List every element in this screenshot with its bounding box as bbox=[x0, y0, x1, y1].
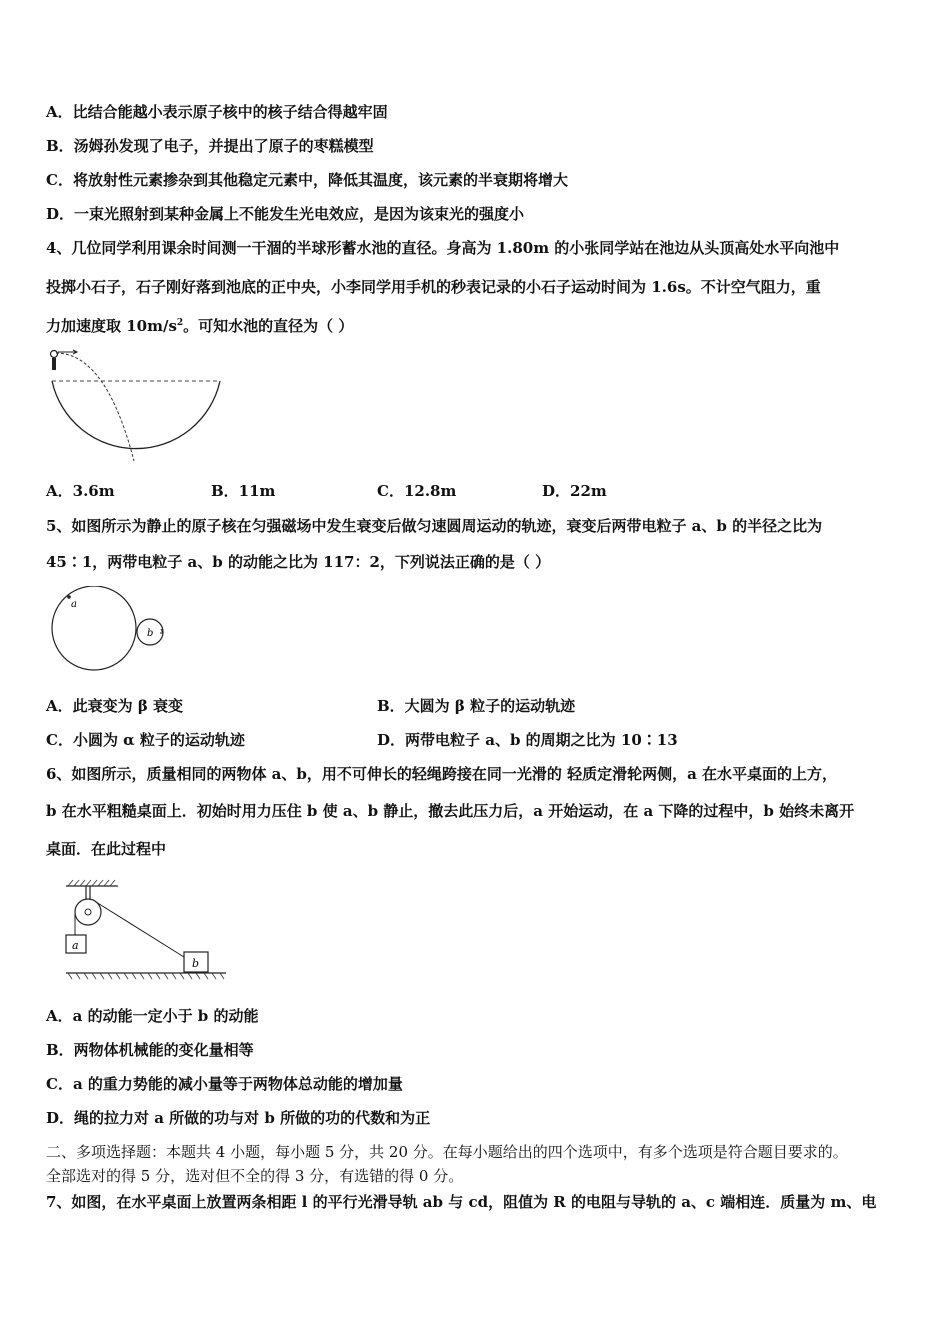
q5-option-d: D．两带电粒子 a、b 的周期之比为 10∶13 bbox=[377, 731, 678, 749]
q6-fig-label-a: a bbox=[72, 939, 79, 952]
q3-option-d: D．一束光照射到某种金属上不能发生光电效应，是因为该束光的强度小 bbox=[46, 205, 525, 223]
q6-option-a: A．a 的动能一定小于 b 的动能 bbox=[46, 1007, 259, 1025]
q4-option-d: D．22m bbox=[542, 482, 607, 500]
q4-pool-figure bbox=[44, 345, 224, 465]
q3-option-c: C．将放射性元素掺杂到其他稳定元素中，降低其温度，该元素的半衰期将增大 bbox=[46, 171, 568, 189]
q5-option-a: A．此衰变为 β 衰变 bbox=[46, 697, 184, 715]
q5-stem-line1: 5、如图所示为静止的原子核在匀强磁场中发生衰变后做匀速圆周运动的轨迹，衰变后两带电粒子 a、b 的半径之比为 bbox=[46, 517, 823, 535]
q4-stem-line1: 4、几位同学利用课余时间测一干涸的半球形蓄水池的直径。身高为 1.80m 的小张同学站在池边从头顶高处水平向池中 bbox=[46, 239, 840, 257]
q6-option-c: C．a 的重力势能的减小量等于两物体总动能的增加量 bbox=[46, 1075, 403, 1093]
q6-fig-label-b: b bbox=[192, 957, 200, 970]
section2-heading-line2: 全部选对的得 5 分，选对但不全的得 3 分，有选错的得 0 分。 bbox=[46, 1167, 464, 1185]
q5-fig-label-a: a bbox=[71, 599, 77, 610]
q6-stem-line3: 桌面．在此过程中 bbox=[46, 840, 167, 858]
q5-stem-line2: 45∶1，两带电粒子 a、b 的动能之比为 117：2，下列说法正确的是（ ） bbox=[46, 553, 551, 571]
q3-option-a: A．比结合能越小表示原子核中的核子结合得越牢固 bbox=[46, 103, 388, 121]
q6-pulley-figure bbox=[60, 878, 230, 983]
q4-stem-line3: 力加速度取 $10m/s^2$。可知水池的直径为（ ） bbox=[46, 317, 354, 335]
q6-stem-line1: 6、如图所示，质量相同的两物体 a、b，用不可伸长的轻绳跨接在同一光滑的 轻质定滑轮两侧，a 在水平桌面的上方， bbox=[46, 765, 838, 783]
q4-stem-line2: 投掷小石子，石子刚好落到池底的正中央，小李同学用手机的秒表记录的小石子运动时间为 1.6s。不计空气阻力，重 bbox=[46, 278, 821, 296]
q5-option-c: C．小圆为 α 粒子的运动轨迹 bbox=[46, 731, 245, 749]
q5-circles-figure bbox=[50, 586, 180, 676]
q3-option-b: B．汤姆孙发现了电子，并提出了原子的枣糕模型 bbox=[46, 137, 374, 155]
section2-heading-line1: 二、多项选择题：本题共 4 小题，每小题 5 分，共 20 分。在每小题给出的四个选项中，有多个选项是符合题目要求的。 bbox=[46, 1143, 848, 1161]
q4-option-b: B．11m bbox=[211, 482, 276, 500]
q4-option-c: C．12.8m bbox=[377, 482, 457, 500]
q5-option-b: B．大圆为 β 粒子的运动轨迹 bbox=[377, 697, 576, 715]
q7-stem-line1: 7、如图，在水平桌面上放置两条相距 l 的平行光滑导轨 ab 与 cd，阻值为 R 的电阻与导轨的 a、c 端相连．质量为 m、电 bbox=[46, 1193, 877, 1211]
q4-option-a: A．3.6m bbox=[46, 482, 115, 500]
q6-stem-line2: b 在水平粗糙桌面上．初始时用力压住 b 使 a、b 静止，撤去此压力后，a 开始运动，在 a 下降的过程中，b 始终未离开 bbox=[46, 802, 855, 820]
q5-fig-label-b: b bbox=[147, 628, 154, 639]
q6-option-d: D．绳的拉力对 a 所做的功与对 b 所做的功的代数和为正 bbox=[46, 1109, 431, 1127]
q6-option-b: B．两物体机械能的变化量相等 bbox=[46, 1041, 254, 1059]
